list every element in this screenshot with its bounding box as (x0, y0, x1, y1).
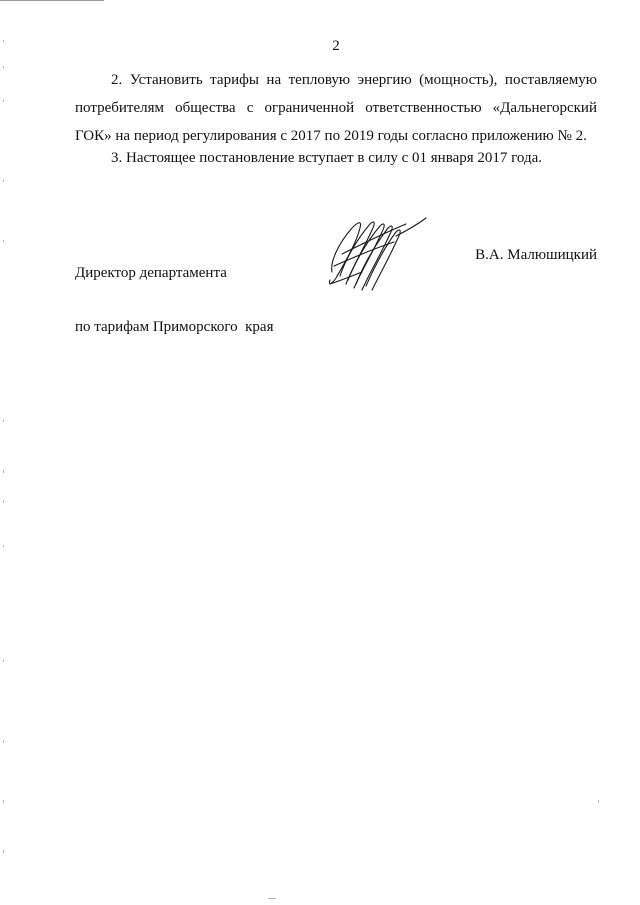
scan-artifact (3, 660, 4, 662)
scan-artifact (3, 40, 4, 42)
scan-artifact (3, 240, 4, 242)
signature-block (75, 228, 597, 335)
scan-artifact (3, 180, 4, 182)
scan-artifact (3, 470, 4, 473)
scan-artifact (3, 66, 4, 68)
scan-artifact (3, 500, 4, 503)
page-number: 2 (332, 38, 340, 54)
scan-artifact (3, 850, 4, 853)
paragraph-tariffs: 2. Установить тарифы на тепловую энергию (мощность), поставляемую потребителям общества с ограниченной ответственностью «Дальнегорский ГОК» на период регулирования с 2017 по 2019 годы согласно приложению № 2. (75, 72, 597, 144)
scan-artifact (3, 545, 4, 547)
paragraph-effective-date: 3. Настоящее постановление вступает в силу с 01 января 2017 года. (111, 150, 543, 166)
signer-name: В.А. Малюшицкий (475, 247, 597, 263)
scan-artifact (3, 420, 4, 422)
signer-position-line-1: Директор департамента (75, 265, 227, 281)
scan-artifact (3, 100, 4, 102)
scan-artifact (3, 740, 4, 743)
scan-edge-line (0, 0, 104, 1)
handwritten-signature-icon (322, 214, 432, 294)
signer-position (75, 228, 273, 372)
signer-position-line-2: по тарифам Приморского края (75, 319, 274, 335)
scan-artifact (598, 800, 599, 803)
scan-artifact (3, 800, 4, 803)
scan-artifact (268, 898, 276, 899)
